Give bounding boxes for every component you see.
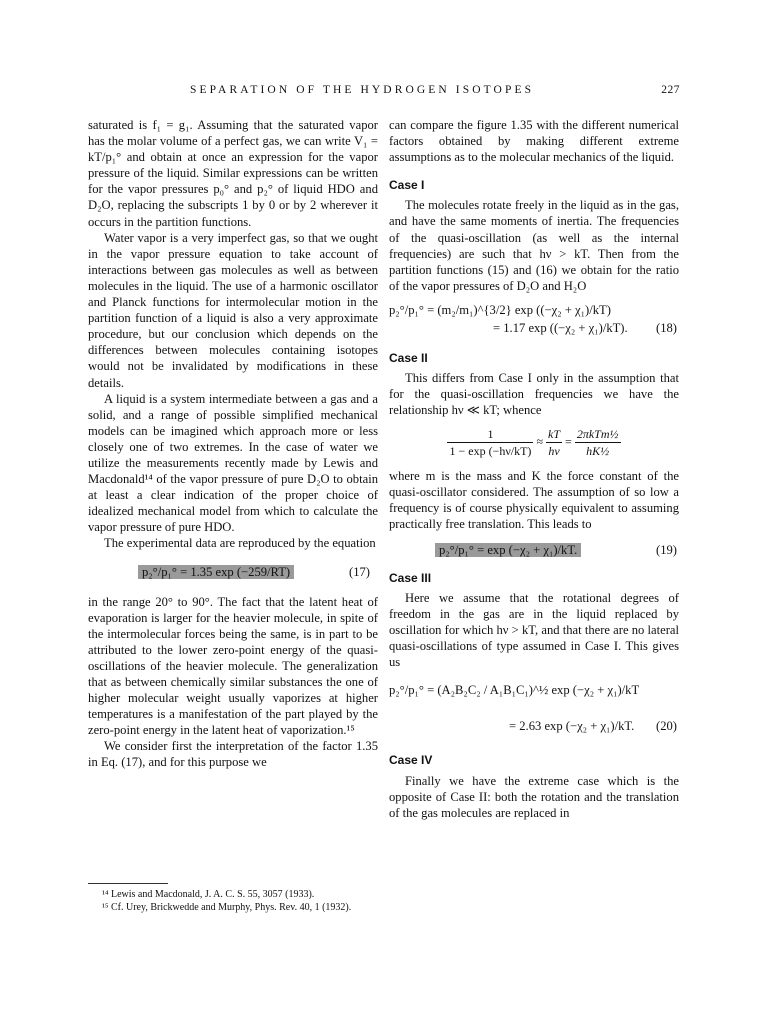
fraction: $\frac{1}{1 - \exp (-h\nu/kT)}$ bbox=[449, 427, 532, 459]
page-number: 227 bbox=[661, 84, 680, 96]
case-heading: Case I bbox=[389, 178, 425, 193]
equation-18 bbox=[389, 302, 679, 320]
paragraph: A liquid is a system intermediate between a gas and a solid, and a range of possible simplified mechanical models can be imagined which approach more or less closely one of two extremes. In the case of water we utilize the measurements recently made by Lewis and Macdonald¹⁴ of the vapor pressure of pure D₂O to obtain at least a clear indication of the proper choice of idealized mechanical model from which to calculate the vapor pressure of pure HDO. bbox=[88, 391, 378, 535]
paragraph: The molecules rotate freely in the liquid as in the gas, and have the same moments of inertia. The frequencies of the quasi-oscillation (as well as the internal frequencies) are such that hν > kT. Then from the partition functions (15) and (16) we obtain for the ratio of the vapor pressures of D₂O and H₂O bbox=[389, 198, 679, 293]
equation-19 bbox=[389, 542, 679, 560]
case-heading: Case II bbox=[389, 350, 428, 365]
footnote-14: ¹⁴ Lewis and Macdonald, J. A. C. S. 55, 3057 (1933). bbox=[102, 889, 315, 900]
case-heading: Case IV bbox=[389, 753, 433, 768]
equation-line: p₂°/p₁° = (m₂/m₁)^{3/2} exp ((−χ₂ + χ₁)/kT) bbox=[389, 302, 611, 317]
paragraph: This differs from Case I only in the assumption that for the quasi-oscillation frequencies we have the relationship hν ≪ kT; whence bbox=[389, 371, 679, 418]
equation-18-continued bbox=[389, 320, 679, 338]
equation-frequency-approximation: $\frac{1}{1 - \exp (-h\nu/kT)}$ ≈ $\frac{kT}{h\nu}$ = $\frac{\text{2πkTm½}}{\text{hK½}}$ bbox=[449, 427, 619, 459]
equation-line: p₂°/p₁° = (A₂B₂C₂ / A₁B₁C₁)^½ exp (−χ₂ + χ₁)/kT bbox=[389, 683, 640, 698]
equation-20-continued bbox=[389, 718, 679, 740]
paragraph: can compare the figure 1.35 with the different numerical factors obtained by making different extreme assumptions as to the molecular mechanics of the liquid. bbox=[389, 118, 679, 165]
paragraph: Finally we have the extreme case which is the opposite of Case II: both the rotation and the translation of the gas molecules are replaced in bbox=[389, 773, 679, 820]
paragraph: The experimental data are reproduced by the equation bbox=[104, 536, 376, 551]
equation-body: p₂°/p₁° = exp (−χ₂ + χ₁)/kT. bbox=[435, 543, 581, 557]
paragraph: in the range 20° to 90°. The fact that the latent heat of evaporation is larger for the heavier molecule, in spite of the intermolecular forces being the same, is in part to be attributed to the lower zero-point energy of the quasi-oscillations of the heavier molecule. The generalization that as between chemically similar substances the one of higher molecular weight usually vaporizes at higher temperatures is a manifestation of the part played by the zero-point energy in the latent heat of vaporization.¹⁵ bbox=[88, 594, 378, 738]
equation-body: p₂°/p₁° = 1.35 exp (−259/RT) bbox=[138, 565, 294, 579]
paragraph: Here we assume that the rotational degrees of freedom in the gas are in the liquid replaced by oscillation for which hν > kT, and that there are no lateral quasi-oscillations of type assumed in Case I. This gives us bbox=[389, 590, 679, 670]
equation-line: = 1.17 exp ((−χ₂ + χ₁)/kT). bbox=[493, 320, 628, 335]
right-column bbox=[389, 117, 679, 821]
running-header bbox=[88, 84, 680, 100]
paragraph: Water vapor is a very imperfect gas, so that we ought in the vapor pressure equation to take account of interactions between gas molecules as well as between molecules in the liquid. The use of a harmonic oscillator and Planck functions for intermolecular motion in the partition function of a liquid is also a very approximate procedure, but our conclusion which depends on the differences between molecules containing isotopes would not be invalidated by modifications in these details. bbox=[88, 230, 378, 390]
running-title: SEPARATION OF THE HYDROGEN ISOTOPES bbox=[190, 84, 535, 96]
footnotes bbox=[88, 883, 378, 914]
equation-line: = 2.63 exp (−χ₂ + χ₁)/kT. bbox=[509, 719, 635, 734]
equation-number: (19) bbox=[656, 542, 677, 557]
equation-17 bbox=[88, 564, 378, 582]
footnote-15: ¹⁵ Cf. Urey, Brickwedde and Murphy, Phys. Rev. 40, 1 (1932). bbox=[102, 902, 352, 913]
paragraph: saturated is f₁ = g₁. Assuming that the saturated vapor has the molar volume of a perfect gas, we can write V₁ = kT/p₁° and obtain at once an expression for the vapor pressure of the liquid. Similar expressions can be written for the vapor pressures p₀° and p₂° of liquid HDO and D₂O, replacing the subscripts 1 by 0 or by 2 wherever it occurs in the partition functions. bbox=[88, 118, 378, 229]
paragraph: where m is the mass and K the force constant of the quasi-oscillator considered. The assumption of so low a frequency is of course physically equivalent to assuming practically free translation. This leads to bbox=[389, 468, 679, 531]
paragraph: We consider first the interpretation of the factor 1.35 in Eq. (17), and for this purpose we bbox=[88, 739, 378, 770]
equation-number: (17) bbox=[349, 564, 370, 579]
fraction: $\frac{kT}{h\nu}$ bbox=[548, 427, 561, 459]
left-column bbox=[88, 117, 378, 771]
fraction: $\frac{\text{2πkTm½}}{\text{hK½}}$ bbox=[576, 427, 619, 459]
footnote-rule bbox=[88, 883, 168, 884]
equation-20 bbox=[389, 682, 679, 718]
equation-number: (20) bbox=[656, 719, 677, 734]
case-heading: Case III bbox=[389, 570, 432, 585]
equation-number: (18) bbox=[656, 320, 677, 335]
